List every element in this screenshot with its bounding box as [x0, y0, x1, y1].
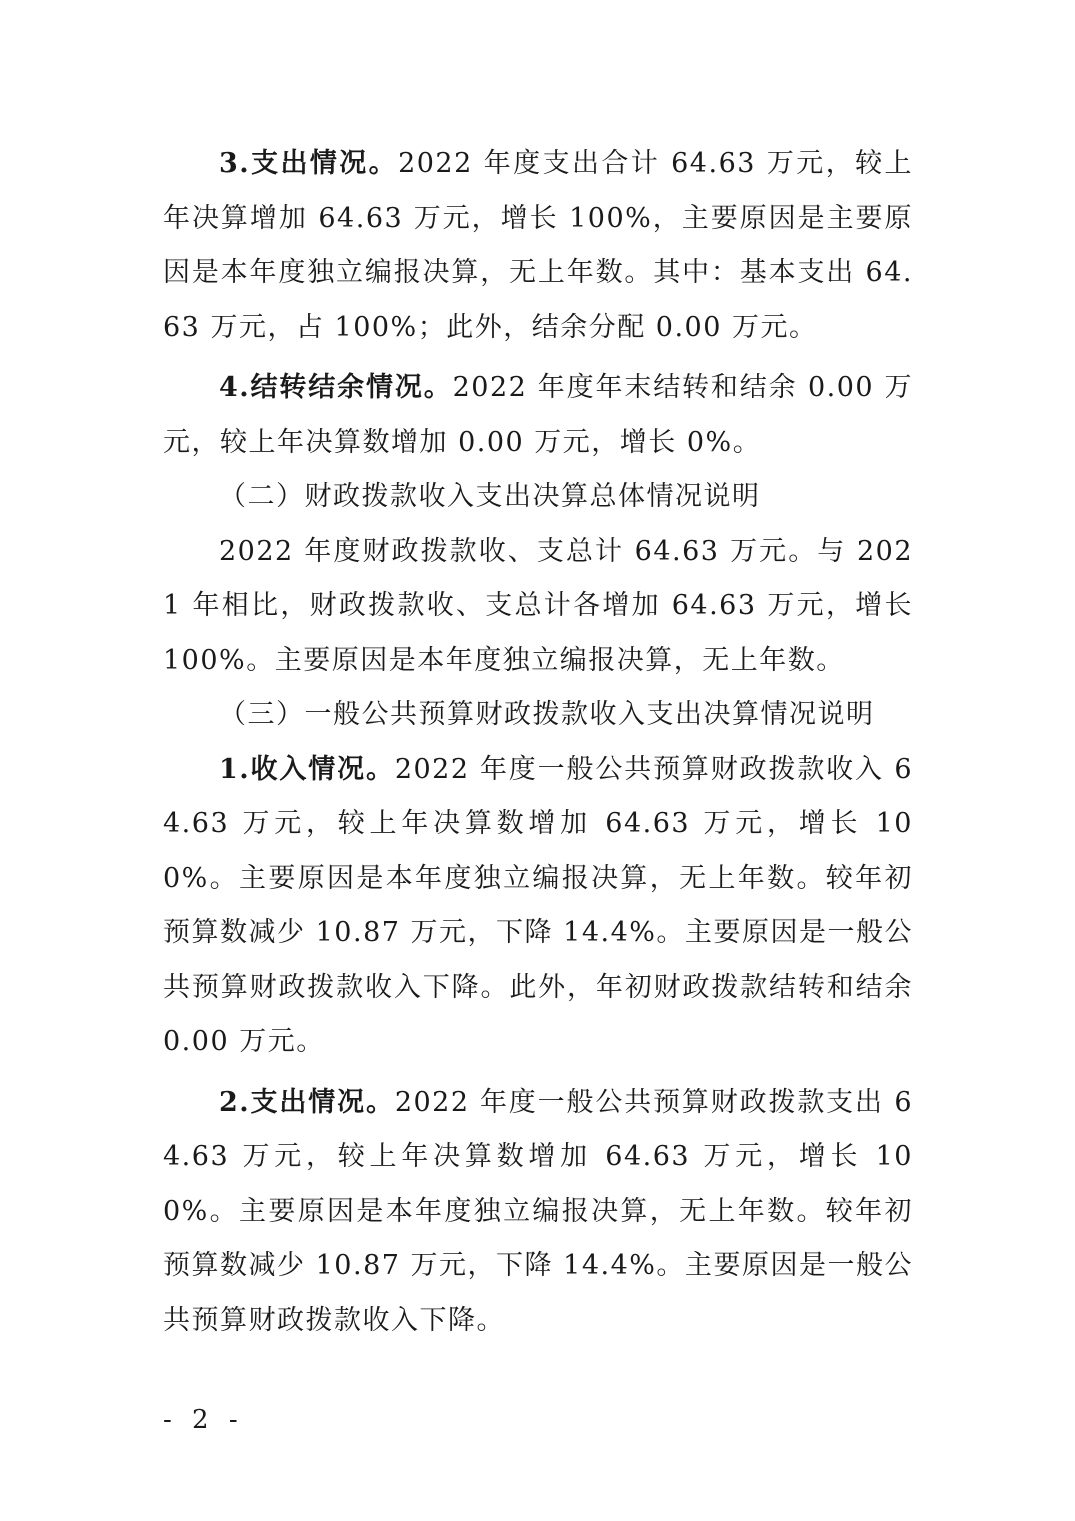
paragraph-heading: 3.支出情况。 — [219, 148, 399, 179]
paragraph-text: （三）一般公共预算财政拨款收入支出决算情况说明 — [219, 699, 875, 730]
paragraph-text: 2022 年度支出合计 64.63 万元，较上年决算增加 64.63 万元，增长 100%，主要原因是主要原因是本年度独立编报决算，无上年数。其中：基本支出 64.63 万元，占 100%；此外，结余分配 0.00 万元。 — [163, 148, 913, 343]
paragraph-heading: 2.支出情况。 — [219, 1086, 395, 1118]
page-number: - 2 - — [163, 1405, 244, 1435]
paragraph-text: 2022 年度财政拨款收、支总计 64.63 万元。与 2021 年相比，财政拨款收、支总计各增加 64.63 万元，增长 100%。主要原因是本年度独立编报决算，无上年数。 — [163, 535, 913, 676]
paragraph-text: 2022 年度年末结转和结余 0.00 万元，较上年决算数增加 0.00 万元，增长 0%。 — [163, 372, 914, 458]
paragraph-general-income — [163, 743, 913, 1070]
paragraph-text: 2022 年度一般公共预算财政拨款收入 64.63 万元，较上年决算数增加 64.63 万元，增长 100%。主要原因是本年度独立编报决算，无上年数。较年初预算数减少 10.87 万元，下降 14.4%。主要原因是一般公共预算财政拨款收入下降。此外，年初财政拨款结转和结余 0.00 万元。 — [163, 753, 914, 1057]
paragraph-carryover — [163, 361, 913, 470]
document-body — [163, 137, 913, 1348]
paragraph-text: （二）财政拨款收入支出决算总体情况说明 — [219, 481, 761, 512]
paragraph-heading: 1.收入情况。 — [219, 753, 395, 785]
section-heading-fiscal-overview — [163, 470, 913, 525]
paragraph-heading: 4.结转结余情况。 — [219, 372, 453, 403]
paragraph-fiscal-total — [163, 525, 913, 689]
paragraph-expense — [163, 137, 913, 355]
paragraph-general-expense — [163, 1076, 913, 1349]
section-heading-general-budget — [163, 688, 913, 743]
paragraph-text: 2022 年度一般公共预算财政拨款支出 64.63 万元，较上年决算数增加 64.63 万元，增长 100%。主要原因是本年度独立编报决算，无上年数。较年初预算数减少 10.87 万元，下降 14.4%。主要原因是一般公共预算财政拨款收入下降。 — [163, 1086, 914, 1336]
